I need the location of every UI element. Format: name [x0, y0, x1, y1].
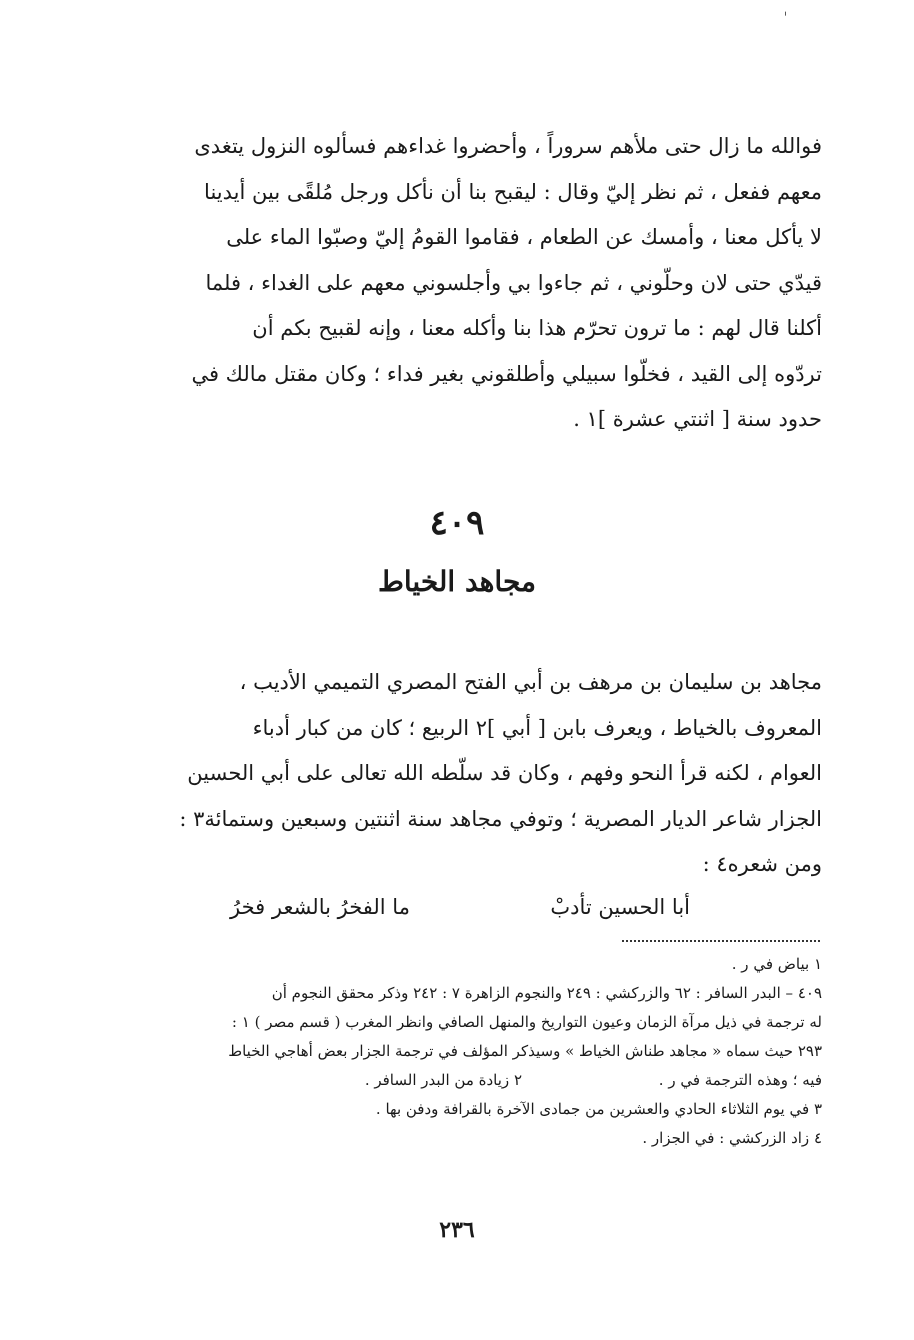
footnote: ٤٠٩ – البدر السافر : ٦٢ والزركشي : ٢٤٩ والنجوم الزاهرة ٧ : ٢٤٢ وذكر محقق النجوم أن: [271, 984, 822, 1002]
entry-number: ٤٠٩: [429, 503, 485, 543]
footnote-shared-line: [100, 1066, 822, 1095]
paragraph-line: مجاهد بن سليمان بن مرهف بن أبي الفتح المصري التميمي الأديب ،: [239, 670, 822, 694]
footnote: ١ بياض في ر .: [731, 955, 822, 973]
paragraph-line: فوالله ما زال حتى ملأهم سروراً ، وأحضروا غداءهم فسألوه النزول يتغدى: [194, 134, 822, 158]
footnote: فيه ؛ وهذه الترجمة في ر .: [658, 1071, 822, 1089]
paragraph-line: الجزار شاعر الديار المصرية ؛ وتوفي مجاهد سنة اثنتين وسبعين وستمائة٣ :: [179, 806, 822, 831]
verse-hemistich-first: أبا الحسين تأدبْ: [550, 895, 690, 919]
footnote: ٢ زيادة من البدر السافر .: [364, 1071, 522, 1089]
paragraph-line: العوام ، لكنه قرأ النحو وفهم ، وكان قد سلّطه الله تعالى على أبي الحسين: [187, 761, 822, 785]
paragraph-line: تردّوه إلى القيد ، فخلّوا سبيلي وأطلقوني بغير فداء ؛ وكان مقتل مالك في: [191, 361, 822, 386]
footnote: ٤ زاد الزركشي : في الجزار .: [642, 1129, 822, 1147]
footnote-separator: [622, 940, 820, 942]
paragraph-line: ومن شعره٤ :: [702, 852, 822, 876]
paragraph-line: لا يأكل معنا ، وأمسك عن الطعام ، فقاموا القومُ إليّ وصبّوا الماء على: [226, 225, 822, 249]
paragraph-line: معهم ففعل ، ثم نظر إليّ وقال : ليقبح بنا أن نأكل ورجل مُلقًى بين أيدينا: [204, 179, 822, 204]
paragraph-line: قيدّي حتى لان وحلّوني ، ثم جاءوا بي وأجلسوني معهم على الغداء ، فلما: [205, 270, 822, 295]
footnote: ٢٩٣ حيث سماه « مجاهد طناش الخياط » وسيذكر المؤلف في ترجمة الجزار بعض أهاجي الخياط: [228, 1042, 822, 1060]
paragraph-line: المعروف بالخياط ، ويعرف بابن [ أبي ]٢ الربيع ؛ كان من كبار أدباء: [252, 715, 822, 740]
entry-title: مجاهد الخياط: [377, 565, 537, 598]
paragraph-line: أكلنا قال لهم : ما ترون تحرّم هذا بنا وأكله معنا ، وإنه لقبيح بكم أن: [252, 316, 822, 340]
paragraph-line: حدود سنة [ اثنتي عشرة ]١ .: [573, 407, 822, 431]
footnotes: [100, 950, 822, 1153]
biography-paragraph: [108, 660, 822, 888]
poem-verse: [230, 884, 690, 930]
footnote: له ترجمة في ذيل مرآة الزمان وعيون التواريخ والمنهل الصافي وانظر المغرب ( قسم مصر ) ١ :: [231, 1013, 822, 1031]
footnote: ٣ في يوم الثلاثاء الحادي والعشرين من جمادى الآخرة بالقرافة ودفن بها .: [375, 1100, 822, 1118]
continuation-paragraph: [108, 124, 822, 443]
verse-hemistich-second: ما الفخرُ بالشعر فخرُ: [230, 895, 410, 919]
page-number: ٢٣٦: [439, 1217, 475, 1243]
